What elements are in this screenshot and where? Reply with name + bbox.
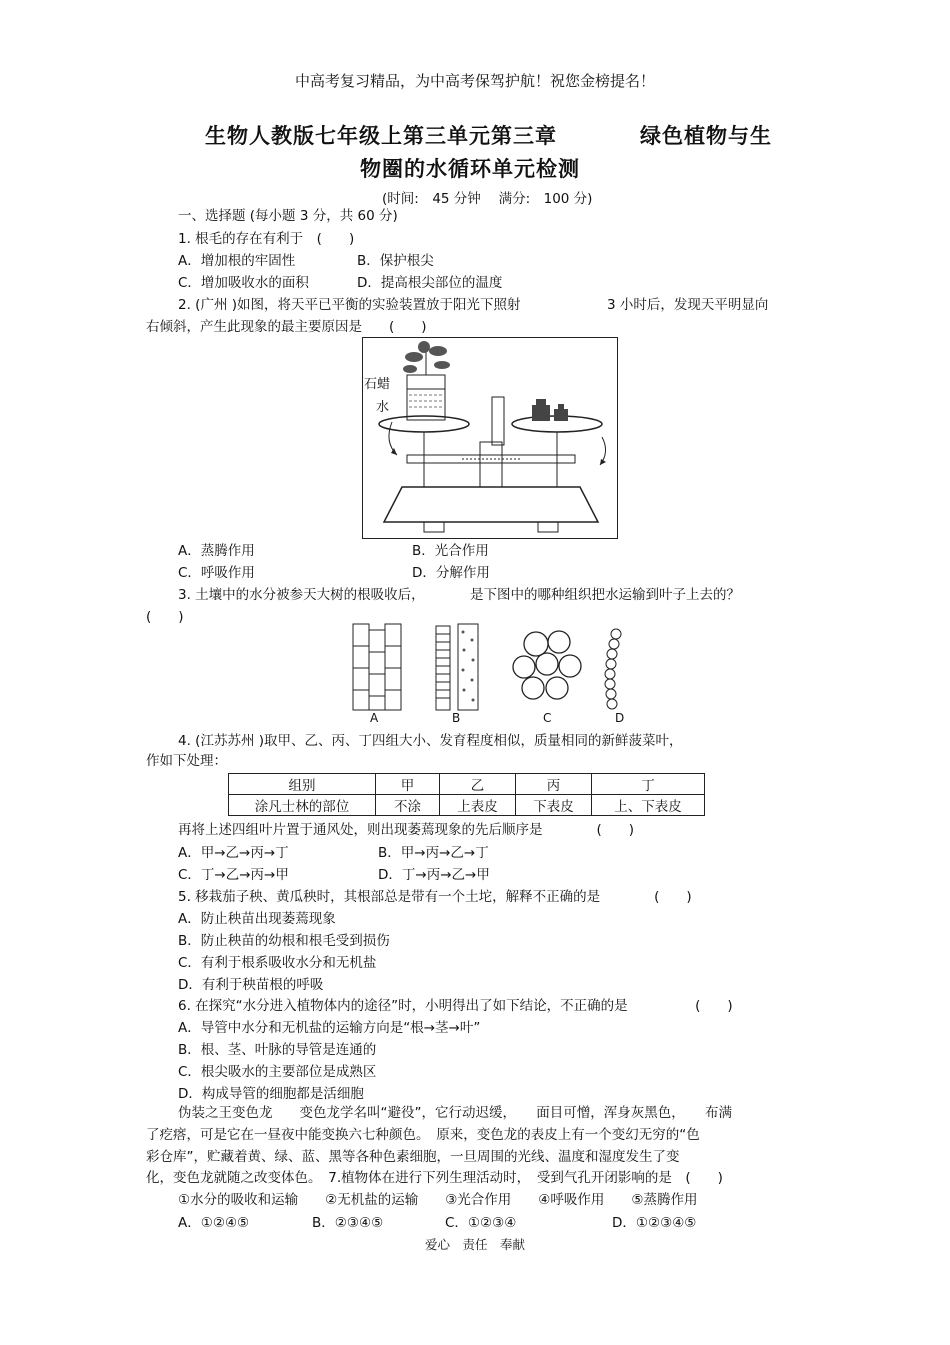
q7-option-c: C．①②③④ <box>445 1215 517 1231</box>
q5-option-d: D．有利于秧苗根的呼吸 <box>178 977 324 993</box>
q1-stem: 1. 根毛的存在有利于 ( ) <box>178 231 355 247</box>
q6-stem: 6. 在探究“水分进入植物体内的途径”时，小明得出了如下结论，不正确的是 ( ) <box>178 998 733 1014</box>
fig-label-wax: 石蜡 <box>364 377 391 392</box>
q6-option-b: B．根、茎、叶脉的导管是连通的 <box>178 1042 377 1058</box>
q4-option-b: B．甲→丙→乙→丁 <box>378 845 489 861</box>
q2-option-a: A．蒸腾作用 <box>178 543 255 559</box>
tissue-label-a: A <box>370 711 379 725</box>
q4-stem-line3: 再将上述四组叶片置于通风处，则出现萎蔫现象的先后顺序是 ( ) <box>178 822 635 838</box>
q1-option-d: D．提高根尖部位的温度 <box>357 275 503 291</box>
header-banner: 中高考复习精品，为中高考保驾护航！祝您金榜提名！ <box>294 72 655 90</box>
q7-option-a: A．①②④⑤ <box>178 1215 250 1231</box>
q2-option-d: D．分解作用 <box>412 565 490 581</box>
tissue-label-d: D <box>615 711 625 725</box>
exam-meta: (时间: 45 分钟 满分: 100 分) <box>382 191 593 207</box>
tissue-figure <box>348 622 630 724</box>
q4-stem-line1: 4. (江苏苏州 )取甲、乙、丙、丁四组大小、发育程度相似，质量相同的新鲜菠菜叶， <box>178 733 683 749</box>
q4-stem-line2: 作如下处理： <box>146 753 227 769</box>
passage-line4: 化，变色龙就随之改变体色。 7.植物体在进行下列生理活动时， 受到气孔开闭影响的是 ( ) <box>146 1170 723 1186</box>
passage-line3: 彩仓库”，贮藏着黄、绿、蓝、黑等各种色素细胞，一旦周围的光线、温度和湿度发生了变 <box>146 1149 680 1165</box>
q6-option-a: A．导管中水分和无机盐的运输方向是“根→茎→叶” <box>178 1020 481 1036</box>
q3-stem-line2: ( ) <box>146 609 184 625</box>
doc-title-line2: 物圈的水循环单元检测 <box>360 157 580 181</box>
q5-option-a: A．防止秧苗出现萎蔫现象 <box>178 911 336 927</box>
q5-option-b: B．防止秧苗的幼根和根毛受到损伤 <box>178 933 390 949</box>
q4-option-d: D．丁→丙→乙→甲 <box>378 867 490 883</box>
table-cell: 上表皮 <box>440 795 516 816</box>
q1-option-a: A．增加根的牢固性 <box>178 253 296 269</box>
section-heading: 一、选择题 (每小题 3 分，共 60 分) <box>178 208 398 224</box>
q1-option-b: B．保护根尖 <box>357 253 434 269</box>
tissue-label-b: B <box>452 711 461 725</box>
q7-option-b: B．②③④⑤ <box>312 1215 384 1231</box>
passage-line2: 了疙瘩，可是它在一昼夜中能变换六七种颜色。 原来，变色龙的表皮上有一个变幻无穷的“色 <box>146 1127 700 1143</box>
q3-stem-line1b: 是下图中的哪种组织把水运输到叶子上去的？ <box>470 587 740 603</box>
table-cell: 不涂 <box>376 795 440 816</box>
q7-option-d: D．①②③④⑤ <box>612 1215 697 1231</box>
table-cell: 下表皮 <box>516 795 592 816</box>
fig-label-water: 水 <box>376 400 390 415</box>
q2-stem-line2: 右倾斜，产生此现象的最主要原因是 ( ) <box>146 319 427 335</box>
table-header-cell: 组别 <box>229 774 376 795</box>
q5-stem: 5. 移栽茄子秧、黄瓜秧时，其根部总是带有一个土坨，解释不正确的是 ( ) <box>178 889 692 905</box>
q6-option-d: D．构成导管的细胞都是活细胞 <box>178 1086 364 1102</box>
tissue-label-c: C <box>543 711 552 725</box>
q7-items: ①水分的吸收和运输 ②无机盐的运输 ③光合作用 ④呼吸作用 ⑤蒸腾作用 <box>178 1192 698 1208</box>
q4-option-c: C．丁→乙→丙→甲 <box>178 867 289 883</box>
doc-title-line1-left: 生物人教版七年级上第三单元第三章 <box>205 124 557 148</box>
table-cell: 涂凡士林的部位 <box>229 795 376 816</box>
q2-stem-line1a: 2. (广州 )如图，将天平已平衡的实验装置放于阳光下照射 <box>178 297 521 313</box>
q1-option-c: C．增加吸收水的面积 <box>178 275 309 291</box>
q2-stem-line1b: 3 小时后，发现天平明显向 <box>607 297 769 313</box>
q2-option-c: C．呼吸作用 <box>178 565 255 581</box>
table-header-cell: 丙 <box>516 774 592 795</box>
table-cell: 上、下表皮 <box>592 795 705 816</box>
table-header-row <box>229 774 705 795</box>
q6-option-c: C．根尖吸水的主要部位是成熟区 <box>178 1064 377 1080</box>
q4-option-a: A．甲→乙→丙→丁 <box>178 845 289 861</box>
table-header-cell: 乙 <box>440 774 516 795</box>
balance-figure <box>362 337 618 539</box>
passage-line1: 伪装之王变色龙 变色龙学名叫“避役”，它行动迟缓， 面目可憎，浑身灰黑色， 布满 <box>178 1105 732 1121</box>
page-footer: 爱心 责任 奉献 <box>425 1237 526 1252</box>
q2-option-b: B．光合作用 <box>412 543 489 559</box>
table-header-cell: 丁 <box>592 774 705 795</box>
doc-title-line1-right: 绿色植物与生 <box>640 124 772 148</box>
table-row <box>229 795 705 816</box>
q5-option-c: C．有利于根系吸收水分和无机盐 <box>178 955 377 971</box>
treatment-table <box>228 773 705 816</box>
q3-stem-line1a: 3. 土壤中的水分被参天大树的根吸收后， <box>178 587 425 603</box>
table-header-cell: 甲 <box>376 774 440 795</box>
